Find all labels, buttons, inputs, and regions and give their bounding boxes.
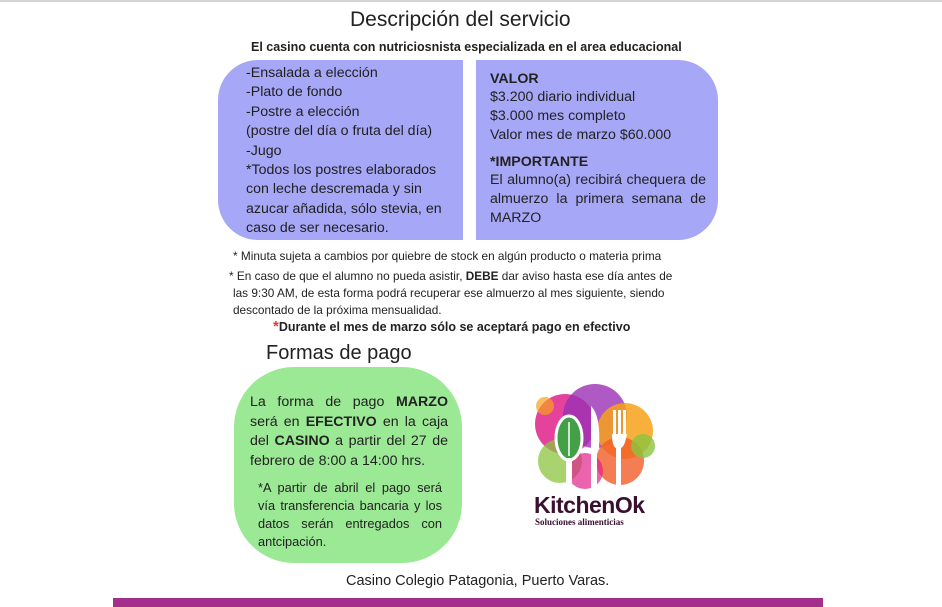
cash-only-text: Durante el mes de marzo sólo se aceptará pago en efectivo [278,320,631,334]
menu-item: *Todos los postres elaborados [246,162,437,179]
payment-text: La forma de pago [250,394,396,410]
brand-name: KitchenOk [534,492,645,518]
payment-emphasis: CASINO [274,433,330,449]
menu-item: -Jugo [246,142,282,159]
stock-note: * Minuta sujeta a cambios por quiebre de stock en algún producto o materia prima [233,249,662,263]
april-note: *A partir de abril el pago será vía transferencia bancaria y los datos serán entregados con antcipación. [258,480,442,549]
top-divider [0,0,942,2]
payment-emphasis: EFECTIVO [305,413,377,430]
menu-item: -Plato de fondo [246,84,343,101]
cash-only-note [273,318,630,335]
asterisk-icon: * [273,318,279,335]
important-text: El alumno(a) recibirá chequera de almuerzo la primera semana de MARZO [490,172,706,226]
brand-tagline: Soluciones alimenticias [535,517,624,527]
price-line: Valor mes de marzo $60.000 [490,127,672,143]
absence-text: dar aviso hasta ese día antes de [498,269,673,283]
valor-label: VALOR [490,71,539,87]
pricing-box [476,60,718,240]
menu-box [218,60,463,240]
nutritionist-subtitle: El casino cuenta con nutriciosnista especializada en el area educacional [251,40,682,54]
price-line: $3.200 diario individual [490,89,636,105]
payment-text: en la caja del [250,413,448,449]
payment-emphasis: MARZO [395,394,448,410]
payment-paragraph [250,393,448,471]
price-line: $3.000 mes completo [490,108,626,124]
menu-item: -Postre a elección [246,103,360,120]
important-label: *IMPORTANTE [490,154,589,170]
absence-note-line1 [229,269,672,283]
absence-note-line3: descontado de la próxima mensualidad. [233,303,442,317]
bottom-bar [113,598,823,607]
menu-item: -Ensalada a elección [246,65,378,81]
payment-section-title: Formas de pago [266,342,412,364]
menu-item: con leche descremada y sin [246,181,422,198]
absence-text: * En caso de que el alumno no pueda asistir, [229,269,466,283]
payment-box [234,367,462,563]
payment-text: a partir del 27 de febrero de 8:00 a 14:00 hrs. [250,433,449,469]
footer-location: Casino Colegio Patagonia, Puerto Varas. [346,573,610,589]
menu-item: (postre del día o fruta del día) [246,123,433,140]
menu-item: azucar añadida, sólo stevia, en [246,200,442,217]
menu-item: caso de ser necesario. [246,220,389,237]
absence-note-line2: las 9:30 AM, de esta forma podrá recuperar ese almuerzo al mes siguiente, siendo [233,286,665,300]
page-title: Descripción del servicio [350,8,571,31]
payment-text: será en [250,413,306,430]
absence-emphasis: DEBE [465,269,499,283]
